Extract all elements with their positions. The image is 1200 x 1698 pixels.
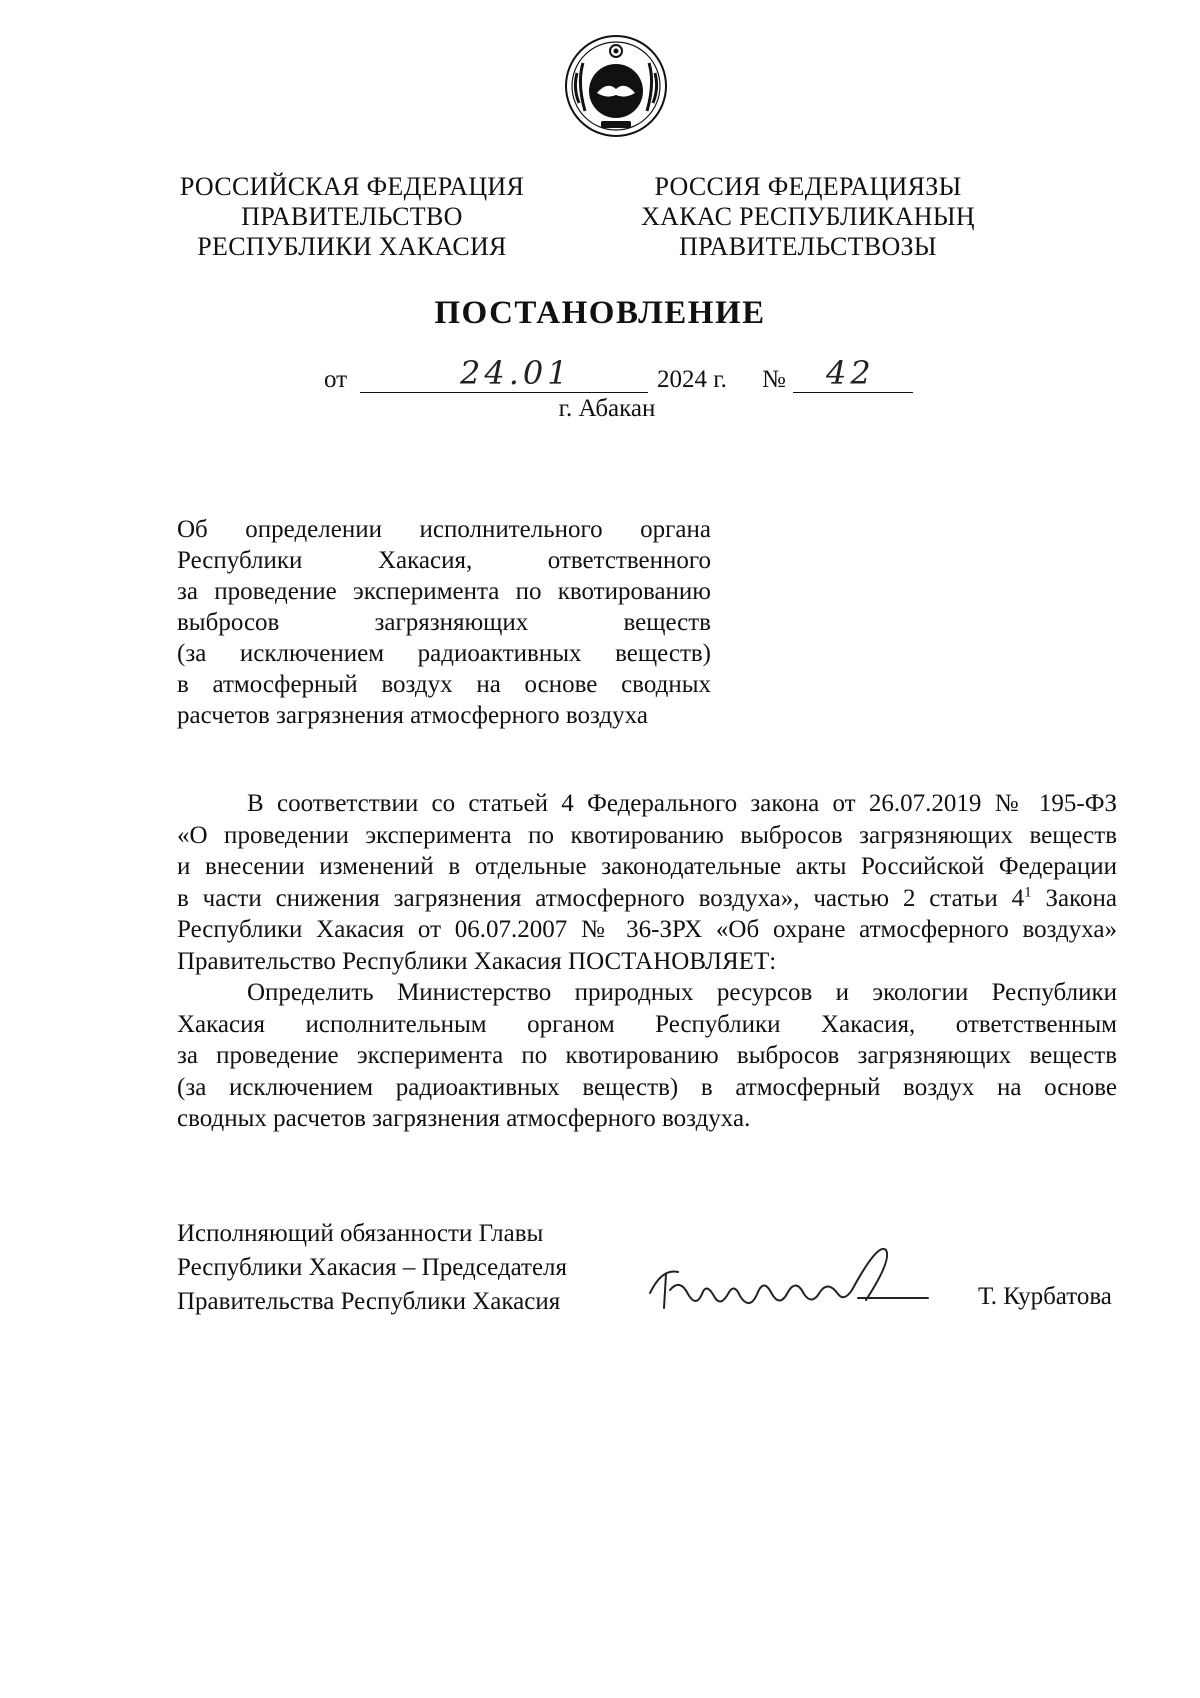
signer-name: Т. Курбатова bbox=[978, 1283, 1112, 1310]
body-line-part: Закона bbox=[1031, 884, 1117, 912]
body-line: Правительство Республики Хакасия ПОСТАНОВЛЯЕТ: bbox=[177, 947, 777, 975]
body-line: Хакасия исполнительным органом Республики Хакасия, ответственным bbox=[177, 1010, 1117, 1038]
body-line: за проведение эксперимента по квотированию выбросов загрязняющих веществ bbox=[177, 1042, 1117, 1069]
subject-line: Республики Хакасия, ответственного bbox=[177, 547, 711, 574]
header-left-line: РОССИЙСКАЯ ФЕДЕРАЦИЯ bbox=[179, 172, 525, 201]
superscript: 1 bbox=[1024, 884, 1032, 901]
body-line: В соответствии со статьей 4 Федерального закона от 26.07.2019 № 195-ФЗ bbox=[247, 790, 1117, 817]
header-left-line: ПРАВИТЕЛЬСТВО bbox=[241, 202, 463, 231]
document-title: ПОСТАНОВЛЕНИЕ bbox=[434, 295, 766, 331]
header-right bbox=[608, 172, 1008, 262]
handwritten-number: 42 bbox=[826, 354, 875, 392]
body-line: Определить Министерство природных ресурсов и экологии Республики bbox=[247, 979, 1117, 1006]
subject-line: за проведение эксперимента по квотированию bbox=[177, 578, 711, 605]
signer-line: Правительства Республики Хакасия bbox=[177, 1288, 561, 1315]
body-line: и внесении изменений в отдельные законодательные акты Российской Федерации bbox=[177, 853, 1117, 880]
signer-position bbox=[177, 1217, 567, 1319]
header-right-line: ХАКАС РЕСПУБЛИКАНЫҢ bbox=[641, 202, 975, 231]
body-line: Республики Хакасия от 06.07.2007 № 36-ЗРХ «Об охране атмосферного воздуха» bbox=[177, 916, 1117, 943]
header-left-line: РЕСПУБЛИКИ ХАКАСИЯ bbox=[197, 232, 507, 261]
subject-line: в атмосферный воздух на основе сводных bbox=[177, 671, 711, 698]
header-right-line: ПРАВИТЕЛЬСТВОЗЫ bbox=[679, 232, 937, 261]
city-label: г. Абакан bbox=[558, 395, 656, 422]
body-line: сводных расчетов загрязнения атмосферного воздуха. bbox=[177, 1105, 751, 1132]
subject-block bbox=[177, 514, 711, 731]
body-line-part: в части снижения загрязнения атмосферного воздуха», частью 2 статьи 4 bbox=[177, 884, 1025, 912]
number-label: № bbox=[762, 366, 786, 393]
body-text bbox=[177, 788, 1117, 1135]
subject-line: (за исключением радиоактивных веществ) bbox=[177, 640, 711, 667]
subject-line: выбросов загрязняющих веществ bbox=[177, 609, 711, 636]
subject-line: расчетов загрязнения атмосферного воздуха bbox=[177, 702, 648, 729]
handwritten-signature bbox=[640, 1238, 940, 1318]
header-left bbox=[152, 172, 552, 262]
header-right-line: РОССИЯ ФЕДЕРАЦИЯЗЫ bbox=[654, 172, 962, 201]
signer-line: Республики Хакасия – Председателя bbox=[177, 1254, 568, 1281]
signer-line: Исполняющий обязанности Главы bbox=[177, 1220, 544, 1247]
body-line: (за исключением радиоактивных веществ) в атмосферный воздух на основе bbox=[177, 1073, 1117, 1101]
body-line bbox=[177, 883, 1117, 915]
from-label: от bbox=[324, 366, 348, 393]
coat-of-arms-icon bbox=[563, 33, 669, 139]
year-label: 2024 г. bbox=[657, 366, 727, 393]
subject-line: Об определении исполнительного органа bbox=[177, 516, 711, 543]
body-line: «О проведении эксперимента по квотированию выбросов загрязняющих веществ bbox=[177, 821, 1117, 849]
handwritten-date: 24.01 bbox=[460, 354, 572, 392]
